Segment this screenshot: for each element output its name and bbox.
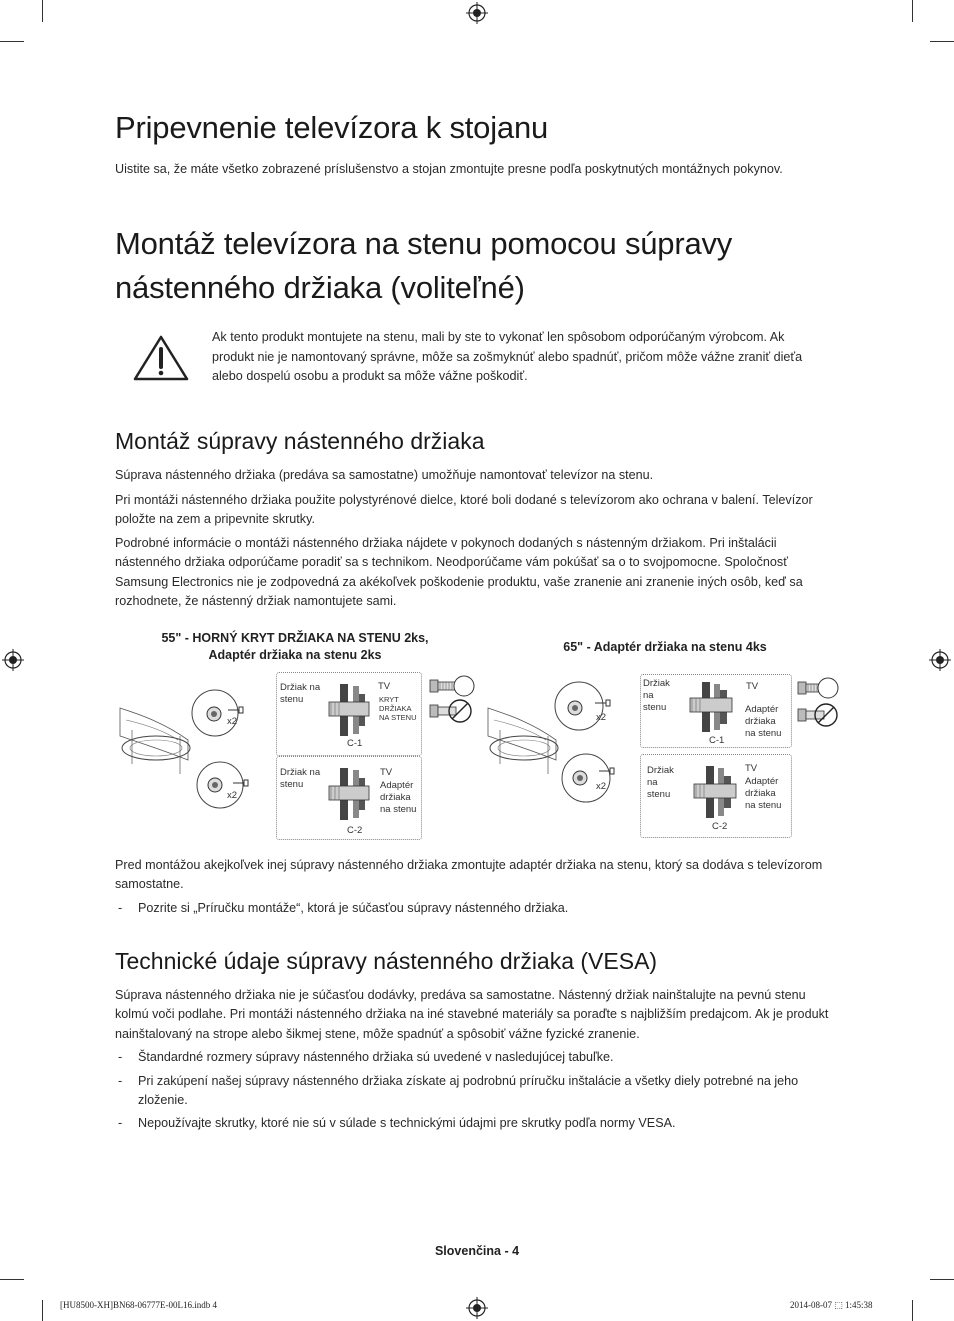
intro-text: Uistite sa, že máte všetko zobrazené príslušenstvo a stojan zmontujte presne podľa poskytnutých montážnych pokynov. bbox=[115, 162, 783, 176]
section1-paragraph-4: Pred montážou akejkoľvek inej súpravy nástenného držiaka zmontujte adaptér držiaka na stenu, ktorý sa dodáva s televízorom samostatne. bbox=[115, 858, 823, 892]
tv-back-illustration-right bbox=[486, 700, 561, 780]
label-adapter: Adaptér držiaka na stenu bbox=[745, 704, 782, 739]
wall-mount-title-line2: nástenného držiaka (voliteľné) bbox=[115, 270, 525, 305]
label-tv: TV bbox=[745, 763, 758, 774]
section2-bullet: - Nepoužívajte skrutky, ktoré nie sú v súlade s technickými údajmi pre skrutky podľa normy VESA. bbox=[118, 1114, 838, 1133]
quantity-x2: x2 bbox=[227, 790, 238, 801]
registration-mark-icon bbox=[466, 2, 488, 24]
screw-icon bbox=[594, 698, 612, 708]
registration-mark-icon bbox=[466, 1297, 488, 1319]
label-tv: TV bbox=[378, 681, 391, 692]
label-tv: TV bbox=[746, 681, 759, 692]
page-number: Slovenčina - 4 bbox=[434, 1244, 520, 1258]
crop-mark bbox=[0, 1279, 24, 1280]
detail-code: C-1 bbox=[347, 738, 363, 749]
bullet-dash: - bbox=[118, 1050, 123, 1064]
bullet-dash: - bbox=[118, 1116, 123, 1130]
figure-left-title-line2: Adaptér držiaka na stenu 2ks bbox=[208, 648, 382, 662]
bolt-icon bbox=[796, 676, 840, 700]
bracket-cross-section-icon bbox=[325, 766, 375, 822]
label-wall-holder: Držiak na stenu bbox=[643, 678, 670, 713]
screw-icon bbox=[227, 705, 245, 715]
section2-bullet: - Pri zakúpení našej súpravy nástenného držiaka získate aj podrobnú príručku inštalácie a všetky diely potrebné na jeho zloženie. bbox=[118, 1074, 799, 1108]
bullet-dash: - bbox=[118, 901, 123, 915]
quantity-x2: x2 bbox=[227, 716, 238, 727]
label-cover: KRYT DRŽIAKA NA STENU bbox=[379, 695, 417, 722]
file-info: [HU8500-XH]BN68-06777E-00L16.indb 4 bbox=[60, 1300, 217, 1310]
bracket-cross-section-icon bbox=[686, 680, 738, 734]
tv-back-illustration-left bbox=[118, 700, 193, 780]
figure-right-title: 65" - Adaptér držiaka na stenu 4ks bbox=[563, 640, 767, 654]
quantity-x2: x2 bbox=[596, 712, 607, 723]
screw-icon bbox=[598, 766, 616, 776]
page-title: Pripevnenie televízora k stojanu bbox=[115, 110, 549, 145]
section2-bullet: - Štandardné rozmery súpravy nástenného držiaka sú uvedené v nasledujúcej tabuľke. bbox=[118, 1048, 838, 1067]
wall-mount-title-line1: Montáž televízora na stenu pomocou súpravy bbox=[115, 226, 733, 261]
crop-mark bbox=[912, 1300, 913, 1321]
section2-paragraph-1: Súprava nástenného držiaka nie je súčasťou dodávky, predáva sa samostatne. Nástenný držiak nainštalujte na pevnú stenu kolmú voči podlahe. Pri montáži nástenného držiaka na iné stavebné materiály sa poraďte s najbližším predajcom. Ak je produkt nainštalovaný na strope alebo šikmej stene, môže spadnúť a spôsobiť vážne fyzické zranenie. bbox=[115, 988, 829, 1041]
label-adapter: Adaptér držiaka na stenu bbox=[745, 776, 782, 811]
detail-code: C-2 bbox=[712, 821, 728, 832]
crop-mark bbox=[930, 1279, 954, 1280]
label-wall-holder: Držiak na stenu bbox=[647, 765, 674, 800]
crop-mark bbox=[912, 0, 913, 22]
section1-paragraph-1: Súprava nástenného držiaka (predáva sa samostatne) umožňuje namontovať televízor na stenu. bbox=[115, 468, 654, 482]
screw-detail-circle-bottom-right bbox=[560, 752, 612, 804]
crop-mark bbox=[930, 41, 954, 42]
crop-mark bbox=[42, 1300, 43, 1321]
label-tv: TV bbox=[380, 767, 393, 778]
section1-paragraph-3: Podrobné informácie o montáži nástenného držiaka nájdete v pokynoch dodaných s nástenným držiakom. Pri inštalácii nástenného držiaka odporúčame poradiť sa s technikom. Neodporúčame vám pokúšať sa o to svojpomocne. Spoločnosť Samsung Electronics nie je zodpovedná za akékoľvek poškodenie produktu, vaše zranenie ani zranenie iných osôb, keď sa rozhodnete, že nástenný držiak namontujete sami. bbox=[115, 536, 803, 609]
detail-code: C-2 bbox=[347, 825, 363, 836]
bolt-icon bbox=[428, 674, 472, 698]
section-heading-wall-kit: Montáž súpravy nástenného držiaka bbox=[115, 428, 485, 454]
crop-mark bbox=[0, 41, 24, 42]
figure-left-title bbox=[135, 630, 455, 664]
warning-text: Ak tento produkt montujete na stenu, mali by ste to vykonať len spôsobom odporúčaným výrobcom. Ak produkt nie je namontovaný správne, môže sa zošmyknúť alebo spadnúť, pričom môže vážne zraniť dieťa alebo dospelú osobu a produkt sa môže vážne poškodiť. bbox=[212, 330, 803, 383]
section1-paragraph-2: Pri montáži nástenného držiaka použite polystyrénové dielce, ktoré boli dodané s televízorom ako ochrana v balení. Televízor položte na zem a pripevnite skrutky. bbox=[115, 493, 813, 527]
section1-bullet: - Pozrite si „Príručku montáže“, ktorá je súčasťou súpravy nástenného držiaka. bbox=[118, 899, 838, 918]
date-info: 2014-08-07 ⬚ 1:45:38 bbox=[790, 1300, 873, 1310]
detail-code: C-1 bbox=[709, 735, 725, 746]
registration-mark-icon bbox=[929, 649, 951, 671]
section-heading-vesa: Technické údaje súpravy nástenného držiaka (VESA) bbox=[115, 948, 658, 974]
registration-mark-icon bbox=[2, 649, 24, 671]
bracket-cross-section-icon bbox=[325, 682, 375, 738]
bracket-cross-section-icon bbox=[690, 764, 742, 820]
bullet-dash: - bbox=[118, 1074, 123, 1088]
label-adapter: Adaptér držiaka na stenu bbox=[380, 780, 417, 815]
label-wall-holder: Držiak na stenu bbox=[280, 767, 321, 790]
figure-left-title-line1: 55" - HORNÝ KRYT DRŽIAKA NA STENU 2ks, bbox=[161, 631, 429, 645]
crop-mark bbox=[42, 0, 43, 22]
screw-icon bbox=[232, 778, 250, 788]
warning-triangle-icon bbox=[132, 334, 190, 382]
quantity-x2: x2 bbox=[596, 781, 607, 792]
no-screw-icon bbox=[796, 702, 840, 728]
label-wall-holder: Držiak na stenu bbox=[280, 682, 321, 705]
no-screw-icon bbox=[428, 698, 472, 724]
